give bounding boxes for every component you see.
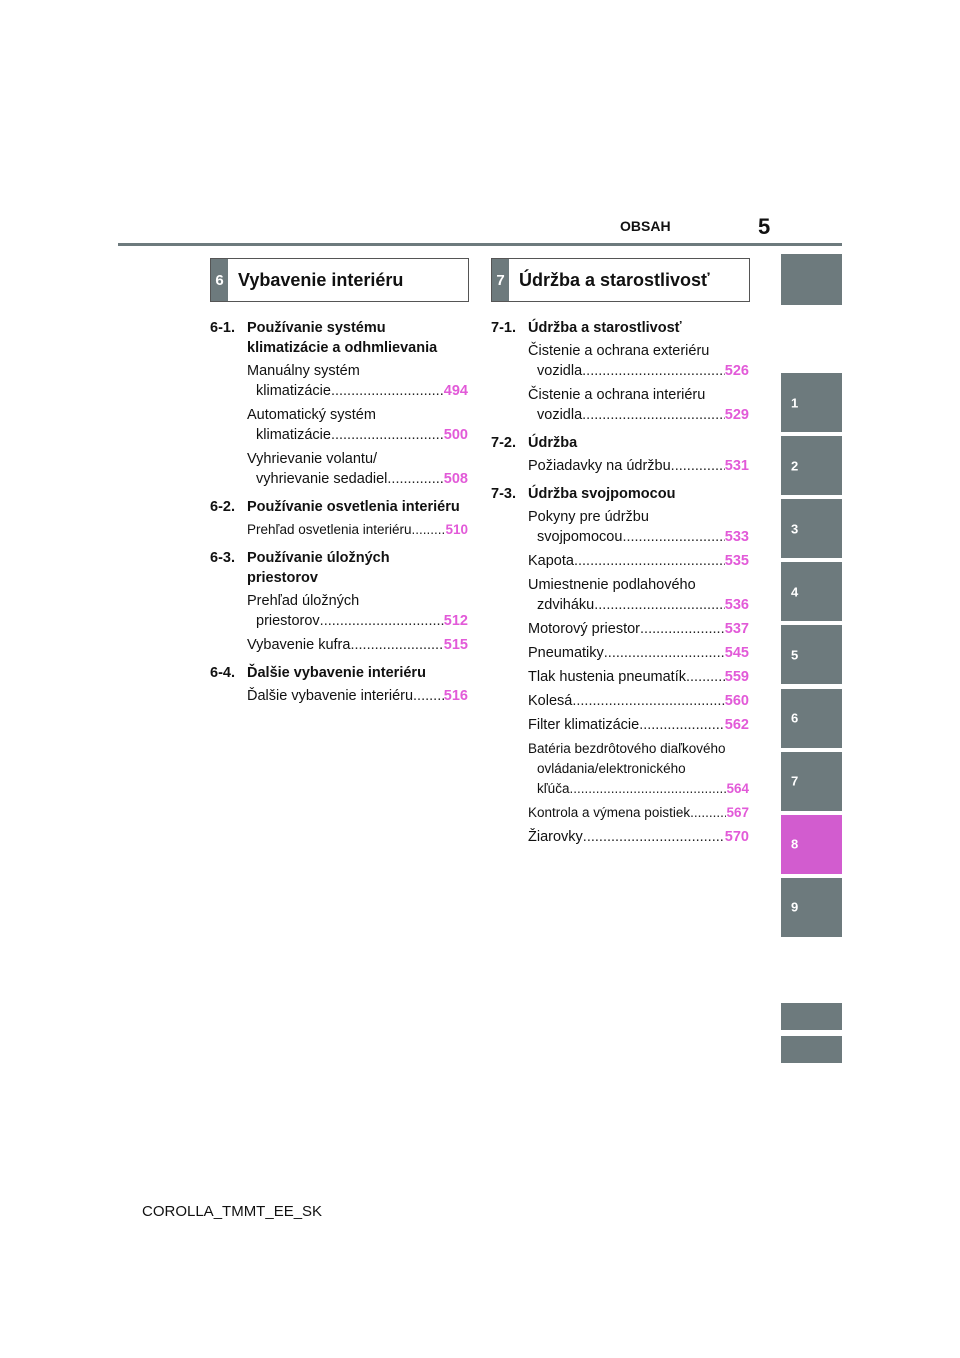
dot-leader [604, 643, 725, 663]
toc-entry-text: priestorov [256, 613, 320, 629]
toc-entry-line: Batéria bezdrôtového diaľkového [528, 741, 726, 756]
chapter-heading [210, 548, 468, 588]
toc-entry-line [247, 381, 468, 401]
dot-leader [331, 425, 444, 445]
toc-entry[interactable] [210, 686, 468, 706]
chapter-tab-2[interactable] [781, 436, 842, 495]
toc-entry[interactable] [491, 827, 749, 847]
page-link[interactable]: 516 [443, 688, 468, 704]
page-link[interactable]: 535 [724, 553, 749, 569]
dot-leader [320, 611, 444, 631]
page-link[interactable]: 560 [724, 693, 749, 709]
page-link[interactable]: 537 [724, 621, 749, 637]
toc-entry-line [528, 643, 749, 663]
toc-entry-line [528, 527, 749, 547]
chapter-heading [210, 318, 468, 358]
toc-entry-line: ovládania/elektronického [537, 761, 686, 776]
toc-entry-line [247, 635, 468, 655]
chapter-tab-blank[interactable] [781, 254, 842, 305]
chapter-tab-1[interactable] [781, 373, 842, 432]
chapter-title-line: Používanie úložných [247, 550, 390, 566]
index-tab[interactable] [781, 1003, 842, 1030]
chapter-tab-9[interactable] [781, 878, 842, 937]
dot-leader [594, 595, 725, 615]
chapter-tab-label: 2 [791, 458, 799, 474]
section-6-contents [210, 318, 468, 714]
toc-entry-line: Manuálny systém [247, 363, 360, 379]
toc-entry-line [528, 827, 749, 847]
chapter-tab-label: 4 [791, 584, 799, 600]
toc-entry-text: Prehľad osvetlenia interiéru [247, 522, 412, 537]
toc-entry-line [247, 520, 468, 540]
toc-entry[interactable] [210, 449, 468, 489]
toc-entry-line: Prehľad úložných [247, 593, 360, 609]
toc-entry-line [528, 456, 749, 476]
index-tab[interactable] [781, 1036, 842, 1063]
toc-entry[interactable] [491, 619, 749, 639]
chapter-number: 6-3. [210, 550, 235, 566]
page-link[interactable]: 529 [724, 407, 749, 423]
toc-entry[interactable] [210, 405, 468, 445]
chapter-number: 6-1. [210, 320, 235, 336]
toc-entry-line: Čistenie a ochrana interiéru [528, 387, 706, 403]
toc-entry-line: Umiestnenie podlahového [528, 577, 696, 593]
page-number: 5 [758, 214, 771, 239]
toc-entry-line [528, 667, 749, 687]
chapter-tab-label: 5 [791, 647, 799, 663]
dot-leader [331, 381, 444, 401]
chapter-title-line: Údržba a starostlivosť [528, 320, 682, 336]
page-link[interactable]: 567 [726, 805, 749, 820]
chapter-title-line: Používanie osvetlenia interiéru [247, 499, 460, 515]
toc-entry-text: klimatizácie [256, 383, 331, 399]
chapter-title-line: Ďalšie vybavenie interiéru [247, 665, 426, 681]
toc-entry-text: zdviháku [537, 597, 595, 613]
chapter-number: 7-2. [491, 435, 516, 451]
toc-entry-line [528, 715, 749, 735]
chapter-tab-3[interactable] [781, 499, 842, 558]
toc-entry-line: Vyhrievanie volantu/ [247, 451, 378, 467]
chapter-title-line: Údržba svojpomocou [528, 486, 676, 502]
page-link[interactable]: 508 [443, 471, 468, 487]
spacer [210, 710, 468, 714]
dot-leader [639, 715, 725, 735]
toc-entry-line [247, 611, 468, 631]
page-link[interactable]: 536 [724, 597, 749, 613]
toc-entry-line [247, 425, 468, 445]
page-link[interactable]: 570 [724, 829, 749, 845]
toc-entry[interactable] [491, 385, 749, 425]
toc-entry[interactable] [491, 507, 749, 547]
dot-leader [640, 619, 725, 639]
dot-leader [622, 527, 724, 547]
toc-entry-line [247, 469, 468, 489]
toc-entry-line [528, 551, 749, 571]
chapter-heading [210, 497, 468, 517]
chapter-tab-4[interactable] [781, 562, 842, 621]
dot-leader [686, 667, 725, 687]
chapter-number: 6-2. [210, 499, 235, 515]
section-6-header [210, 258, 469, 302]
toc-entry-line [528, 803, 749, 823]
toc-entry[interactable] [210, 520, 468, 540]
chapter-tab-8[interactable] [781, 815, 842, 874]
dot-leader [582, 405, 725, 425]
chapter-title-line: priestorov [247, 570, 318, 586]
toc-entry[interactable] [491, 739, 749, 799]
toc-entry-text: Žiarovky [528, 829, 583, 845]
toc-entry-line [528, 691, 749, 711]
header-title: OBSAH [620, 218, 671, 234]
header-rule [118, 243, 842, 246]
chapter-heading [491, 433, 749, 453]
toc-entry-line: Čistenie a ochrana exteriéru [528, 343, 710, 359]
dot-leader [569, 779, 726, 799]
toc-entry-text: Požiadavky na údržbu [528, 458, 671, 474]
dot-leader [350, 635, 443, 655]
chapter-tab-label: 8 [791, 836, 799, 852]
dot-leader [690, 803, 726, 823]
page-link[interactable]: 562 [724, 717, 749, 733]
toc-entry[interactable] [491, 341, 749, 381]
page-link[interactable]: 531 [724, 458, 749, 474]
toc-entry[interactable] [491, 575, 749, 615]
toc-entry-line [247, 686, 468, 706]
page-link[interactable]: 512 [443, 613, 468, 629]
chapter-number: 7-3. [491, 486, 516, 502]
toc-entry[interactable] [491, 667, 749, 687]
page-link[interactable]: 559 [724, 669, 749, 685]
dot-leader [582, 361, 725, 381]
toc-entry[interactable] [491, 715, 749, 735]
chapter-heading [491, 484, 749, 504]
toc-entry[interactable] [491, 643, 749, 663]
dot-leader [572, 691, 724, 711]
toc-entry[interactable] [491, 803, 749, 823]
section-7-number: 7 [492, 259, 509, 301]
chapter-title-line: Používanie systému [247, 320, 386, 336]
chapter-tab-7[interactable] [781, 752, 842, 811]
toc-entry[interactable] [491, 691, 749, 711]
toc-entry-line [528, 405, 749, 425]
toc-entry-line: Pokyny pre údržbu [528, 509, 649, 525]
toc-entry-text: Kontrola a výmena poistiek [528, 805, 691, 820]
toc-entry-text: vyhrievanie sedadiel [256, 471, 388, 487]
chapter-heading [491, 318, 749, 338]
toc-entry-line [528, 361, 749, 381]
footer-code: COROLLA_TMMT_EE_SK [142, 1203, 323, 1220]
toc-entry-text: svojpomocou [537, 529, 623, 545]
dot-leader [412, 520, 446, 540]
dot-leader [671, 456, 725, 476]
toc-entry[interactable] [491, 551, 749, 571]
page-link[interactable]: 526 [724, 363, 749, 379]
page-link[interactable]: 545 [724, 645, 749, 661]
chapter-number: 6-4. [210, 665, 235, 681]
toc-entry-text: Motorový priestor [528, 621, 641, 637]
section-7-title: Údržba a starostlivosť [519, 269, 710, 290]
chapter-title-line: klimatizácie a odhmlievania [247, 340, 438, 356]
chapter-tab-6[interactable] [781, 689, 842, 748]
page-link[interactable]: 515 [443, 637, 468, 653]
toc-entry-line: Automatický systém [247, 407, 376, 423]
toc-entry-text: Vybavenie kufra [247, 637, 351, 653]
toc-entry-text: vozidla [537, 363, 583, 379]
page-link[interactable]: 564 [726, 781, 749, 796]
chapter-heading [210, 663, 468, 683]
page-link[interactable]: 500 [443, 427, 468, 443]
toc-entry-text: Kolesá [528, 693, 573, 709]
section-7-header [491, 258, 750, 302]
page-link[interactable]: 533 [724, 529, 749, 545]
chapter-tab-label: 1 [791, 395, 799, 410]
toc-entry[interactable] [491, 456, 749, 476]
toc-entry-text: klimatizácie [256, 427, 331, 443]
chapter-tab-5[interactable] [781, 625, 842, 684]
toc-entry-text: kľúča [537, 781, 570, 796]
chapter-tab-label: 7 [791, 773, 799, 789]
toc-entry[interactable] [210, 591, 468, 631]
dot-leader [583, 827, 725, 847]
toc-entry-line [528, 779, 749, 799]
section-6-number: 6 [211, 259, 228, 301]
chapter-tab-label: 6 [791, 710, 799, 726]
toc-entry[interactable] [210, 635, 468, 655]
section-7-contents [491, 318, 749, 855]
toc-entry-text: Pneumatiky [528, 645, 604, 661]
page-link[interactable]: 494 [443, 383, 468, 399]
toc-entry-text: Tlak hustenia pneumatík [528, 669, 686, 685]
toc-entry-line [528, 619, 749, 639]
section-6-title: Vybavenie interiéru [238, 269, 404, 290]
chapter-number: 7-1. [491, 320, 516, 336]
toc-entry[interactable] [210, 361, 468, 401]
spacer [491, 851, 749, 855]
dot-leader [574, 551, 725, 571]
toc-entry-line [528, 595, 749, 615]
chapter-tab-label: 9 [791, 899, 799, 915]
toc-entry-text: Filter klimatizácie [528, 717, 640, 733]
page-link[interactable]: 510 [445, 522, 468, 537]
toc-entry-text: Kapota [528, 553, 574, 569]
chapter-tab-label: 3 [791, 521, 799, 537]
dot-leader [413, 686, 444, 706]
dot-leader [387, 469, 443, 489]
toc-entry-text: Ďalšie vybavenie interiéru [247, 688, 414, 704]
toc-entry-text: vozidla [537, 407, 583, 423]
chapter-title-line: Údržba [528, 435, 578, 451]
